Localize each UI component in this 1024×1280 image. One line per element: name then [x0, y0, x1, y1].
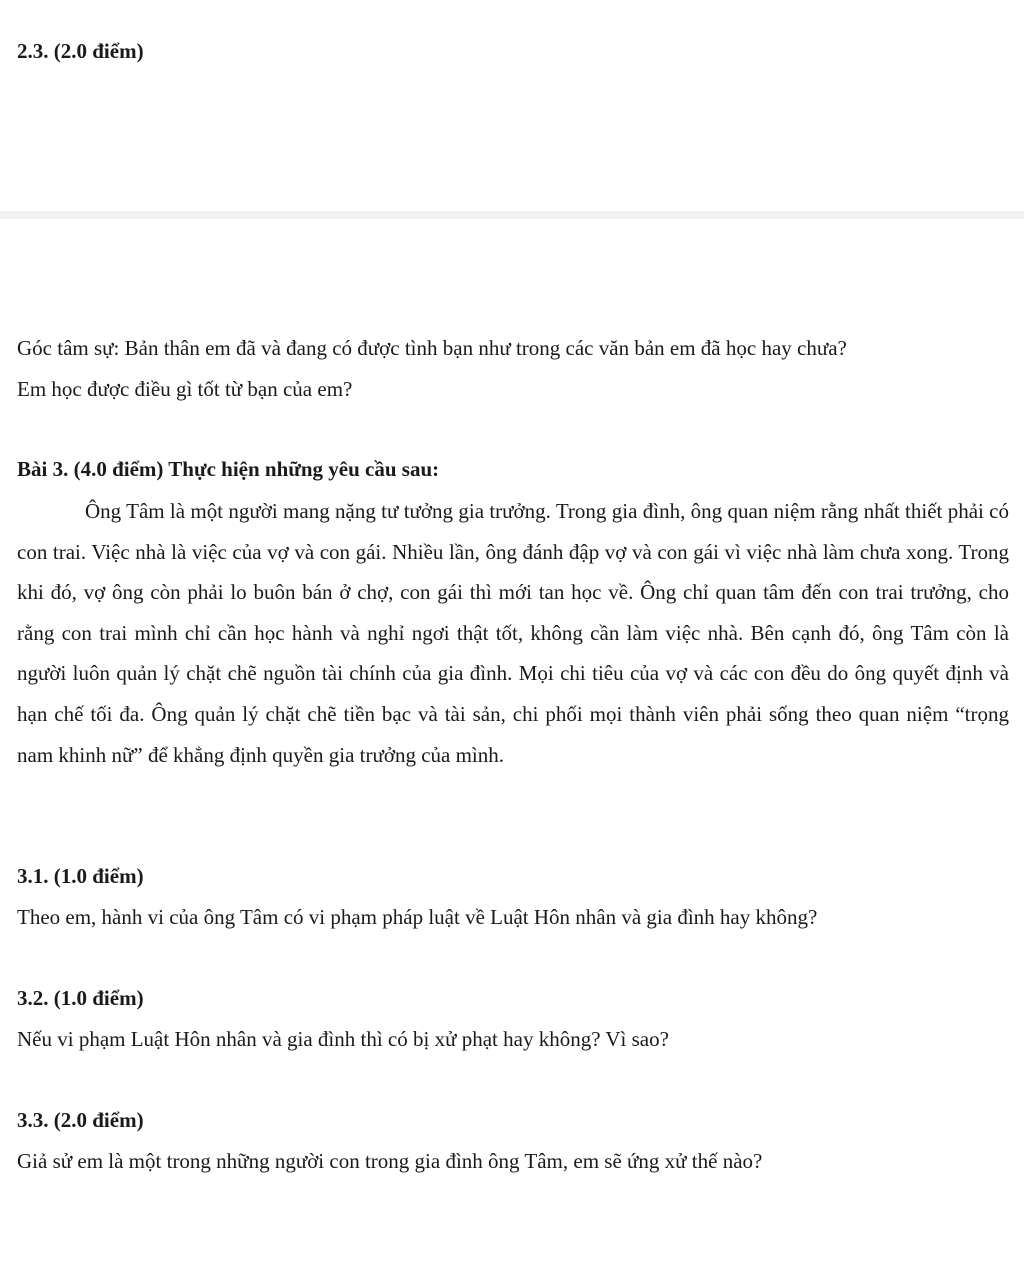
page-divider [0, 211, 1024, 219]
section-heading-2-3: 2.3. (2.0 điểm) [17, 39, 144, 63]
question-3-1-text: Theo em, hành vi của ông Tâm có vi phạm pháp luật về Luật Hôn nhân và gia đình hay không? [17, 905, 818, 929]
question-3-3-heading: 3.3. (2.0 điểm) [17, 1108, 144, 1132]
question-3-3-text: Giả sử em là một trong những người con trong gia đình ông Tâm, em sẽ ứng xử thế nào? [17, 1149, 763, 1173]
goc-tam-su-line-2: Em học được điều gì tốt từ bạn của em? [17, 377, 353, 401]
question-3-2-heading: 3.2. (1.0 điểm) [17, 986, 144, 1010]
question-3-2-text: Nếu vi phạm Luật Hôn nhân và gia đình thì có bị xử phạt hay không? Vì sao? [17, 1027, 669, 1051]
goc-tam-su-line-1: Góc tâm sự: Bản thân em đã và đang có được tình bạn như trong các văn bản em đã học hay chưa? [17, 336, 847, 360]
bai-3-passage: Ông Tâm là một người mang nặng tư tưởng gia trưởng. Trong gia đình, ông quan niệm rằng nhất thiết phải có con trai. Việc nhà là việc của vợ và con gái. Nhiều lần, ông đánh đập vợ và con gái vì việc nhà làm chưa xong. Trong khi đó, vợ ông còn phải lo buôn bán ở chợ, con gái thì mới tan học về. Ông chỉ quan tâm đến con trai trưởng, cho rằng con trai mình chỉ cần học hành và nghỉ ngơi thật tốt, không cần làm việc nhà. Bên cạnh đó, ông Tâm còn là người luôn quản lý chặt chẽ nguồn tài chính của gia đình. Mọi chi tiêu của vợ và các con đều do ông quyết định và hạn chế tối đa. Ông quản lý chặt chẽ tiền bạc và tài sản, chi phối mọi thành viên phải sống theo quan niệm “trọng nam khinh nữ” để khẳng định quyền gia trưởng của mình. [17, 499, 1009, 767]
bai-3-title: Bài 3. (4.0 điểm) Thực hiện những yêu cầu sau: [17, 457, 440, 481]
question-3-1-heading: 3.1. (1.0 điểm) [17, 864, 144, 888]
